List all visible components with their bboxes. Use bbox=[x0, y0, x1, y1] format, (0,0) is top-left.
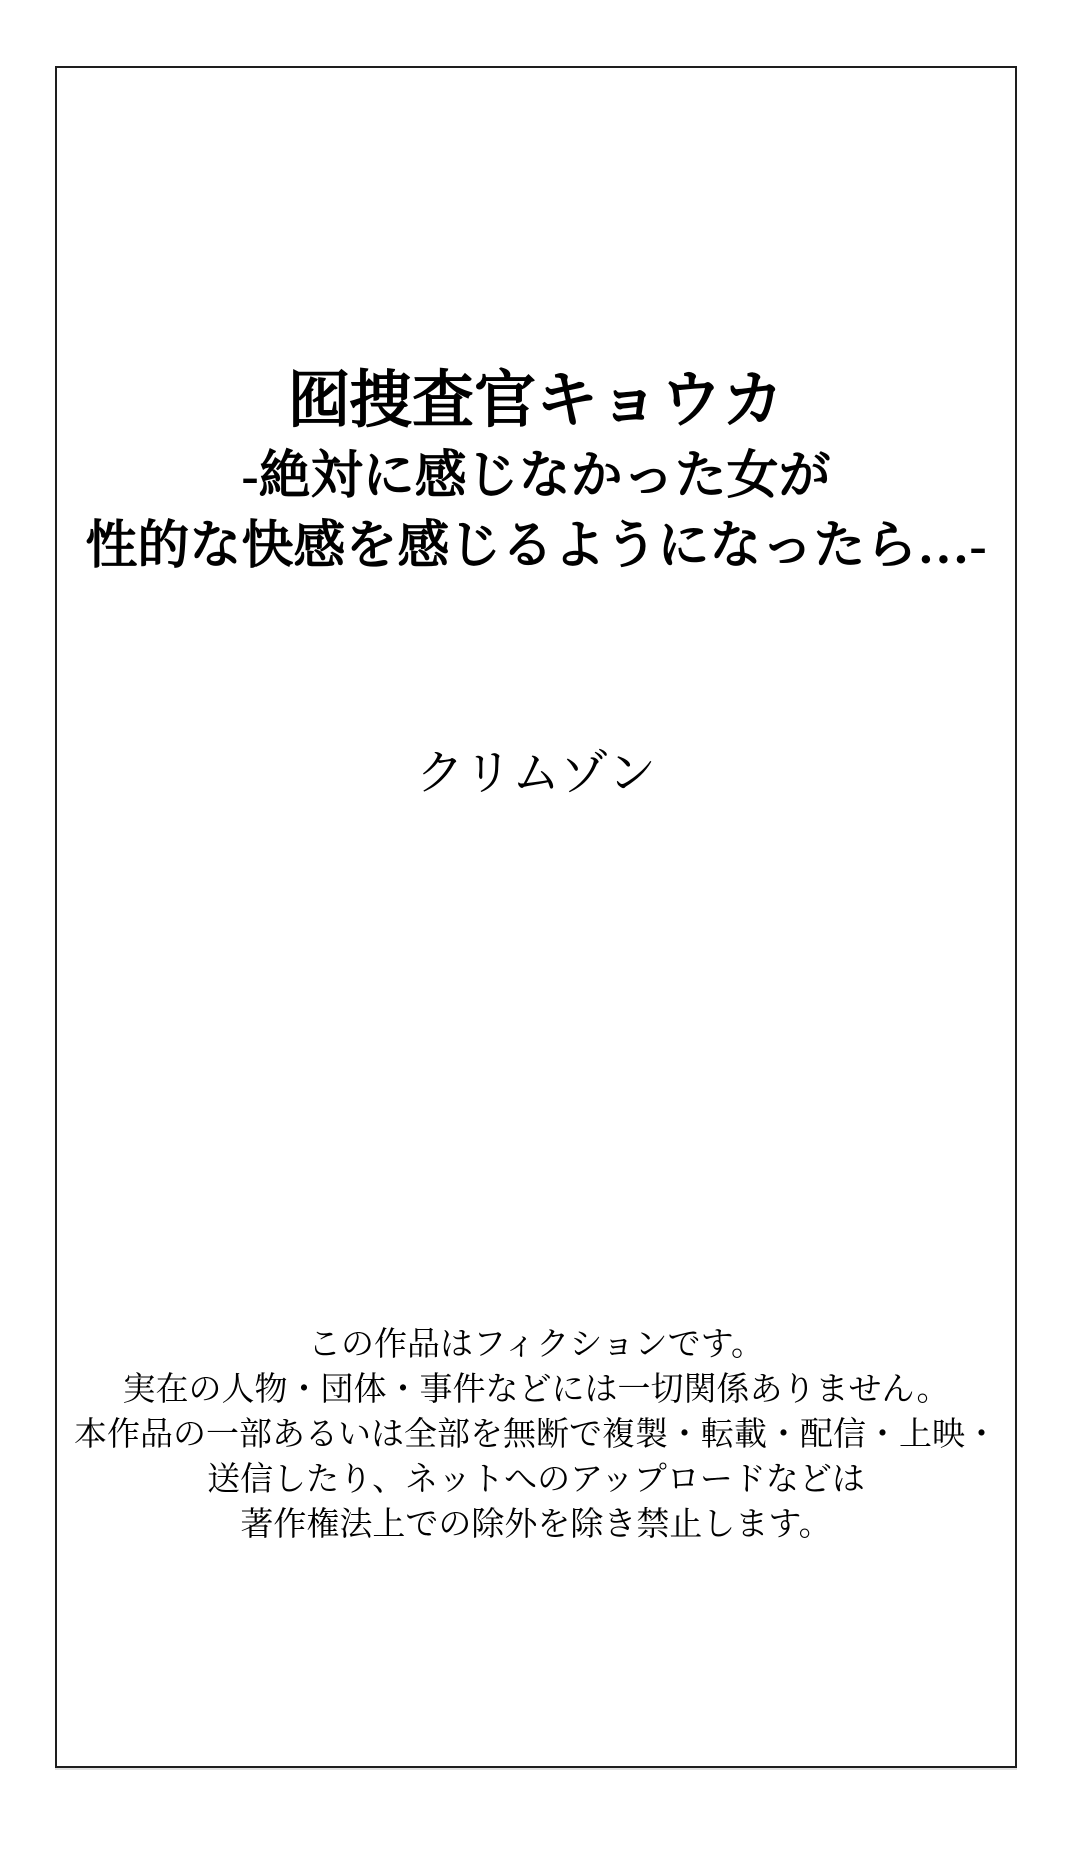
page-frame bbox=[55, 66, 1017, 1768]
title-block bbox=[57, 360, 1015, 582]
disclaimer-block bbox=[57, 1321, 1015, 1546]
author-name: クリムゾン bbox=[415, 747, 656, 800]
title-line-1: 囮捜査官キョウカ bbox=[287, 367, 784, 435]
disclaimer-line: 実在の人物・団体・事件などには一切関係ありません。 bbox=[122, 1370, 950, 1407]
title-line-3: 性的な快感を感じるようになったら…- bbox=[85, 518, 987, 575]
disclaimer-line: この作品はフィクションです。 bbox=[307, 1325, 765, 1362]
disclaimer-line: 本作品の一部あるいは全部を無断で複製・転載・配信・上映・ bbox=[74, 1415, 998, 1452]
title-line-2: -絶対に感じなかった女が bbox=[241, 448, 831, 505]
disclaimer-line: 著作権法上での除外を除き禁止します。 bbox=[240, 1505, 832, 1542]
disclaimer-line: 送信したり、ネットへのアップロードなどは bbox=[207, 1460, 865, 1497]
